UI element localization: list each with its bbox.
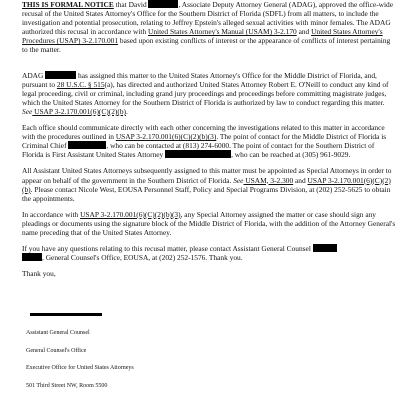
usam-link[interactable]: USAM, 3-2.300 [243, 175, 294, 185]
signature-address: 501 Third Street NW, Room 5500 [26, 382, 108, 389]
usap-link[interactable]: United States Attorney's Procedures (USAP) 3-2.170.001 [22, 27, 383, 46]
paragraph-signature-block [22, 210, 396, 237]
usc-link[interactable]: 28 U.S.C. § 515 [56, 79, 105, 89]
see-text: See [233, 175, 244, 185]
text: , General Counsel's Office, EOUSA, at (202) 252-1576. Thank you. [42, 253, 243, 263]
text: If you have any questions relating to this recusal matter, please contact Assistant General Counsel [22, 244, 313, 254]
text: , Associate Deputy Attorney General (ADAG), approved the office-wide recusal of the United States Attorney's Office for the Southern District of Florida (SDFL) from all matters, to include the investigation and potential prosecution, relating to Jeffrey Epstein's alleged sexual activities with minor females. The ADAG authorized this recusal in accordance with [22, 0, 394, 37]
text: , who can be reached at (305) 961-9029. [231, 150, 351, 160]
text: and [296, 27, 312, 37]
paragraph-assignment [22, 71, 396, 116]
paragraph-questions [22, 244, 396, 262]
formal-notice-heading: THIS IS FORMAL NOTICE [22, 0, 114, 9]
signature-agency: Executive Office for United States Attorneys [26, 365, 134, 371]
signature-redaction [30, 313, 102, 316]
usap-link[interactable]: USAP 3-2.170.001(6)(C)(2)(b) [22, 175, 391, 194]
text: , who can be contacted at (813) 274-6000. The point of contact for the Southern District of Florida is First Assistant United States Attorney [22, 141, 375, 160]
text: . [126, 106, 128, 116]
text: In accordance with [22, 209, 81, 219]
text: that David [113, 0, 149, 9]
usap-link[interactable]: USAP 3-2.170.001(6)(C)(2)(b)(3) [115, 132, 217, 142]
closing: Thank you, [22, 269, 56, 279]
redaction-bar [165, 150, 231, 158]
redaction-bar [22, 253, 42, 261]
paragraph-formal-notice [22, 0, 396, 55]
redaction-bar [313, 244, 337, 252]
text: . The point of contact for the Middle District of Florida is Criminal Chief [22, 132, 387, 151]
text: and [293, 175, 308, 185]
redaction-bar [68, 141, 106, 149]
letter-body [22, 0, 396, 285]
text: based upon existing conflicts of interest or the appearance of conflicts of interest pertaining to the matter. [22, 36, 391, 55]
usap-link[interactable]: USAP 3-2.170.001(6)(C)(2)(b) [32, 106, 127, 116]
text: All Assistant United States Attorneys subsequently assigned to this matter must be appointed as Special Attorneys in order to appear on behalf of the government in the Southern District of Florida. [22, 166, 392, 185]
usap-link[interactable]: USAP 3-2.170.001(6)(C)(2)(b)(3) [80, 209, 181, 219]
paragraph-contacts [22, 123, 396, 159]
usam-link[interactable]: United States Attorney's Manual (USAM) 3-2.170 [148, 27, 297, 37]
signature-office: General Counsel's Office [26, 347, 87, 354]
text: Each office should communicate directly with each other concerning the investigations related to this matter in accordance with the procedures outlined in [22, 123, 385, 142]
redaction-bar [45, 71, 76, 79]
text: . Please contact Nicole West, EOUSA Personnel Staff, Policy and Special Programs Division, at (202) 252-5625 to obtain the appointments. [22, 184, 391, 203]
text: has assigned this matter to the United States Attorney's Office for the Middle District of Florida, and, pursuant to [22, 70, 377, 89]
text: , any Special Attorney assigned the matter or case should sign any pleadings or documents using the signature block of the Middle District of Florida, with the addition of the Attorney General's name preceding that of the United States Attorney. [22, 209, 396, 237]
redaction-bar [148, 0, 178, 8]
see-text: See [22, 106, 33, 116]
paragraph-special-attorneys [22, 166, 396, 202]
signature-title: Assistant General Counsel [26, 330, 90, 336]
text: (a), has directed and authorized United States Attorney Robert E. O'Neill to conduct any kind of legal proceeding, civil or criminal, including grand jury proceedings and proceedings before committing magistrate judges, which the United States Attorney for the Southern District of Florida is authorized by law to conduct regarding this matter. [22, 79, 389, 107]
signature-block [26, 330, 266, 400]
text: ADAG [22, 70, 46, 80]
